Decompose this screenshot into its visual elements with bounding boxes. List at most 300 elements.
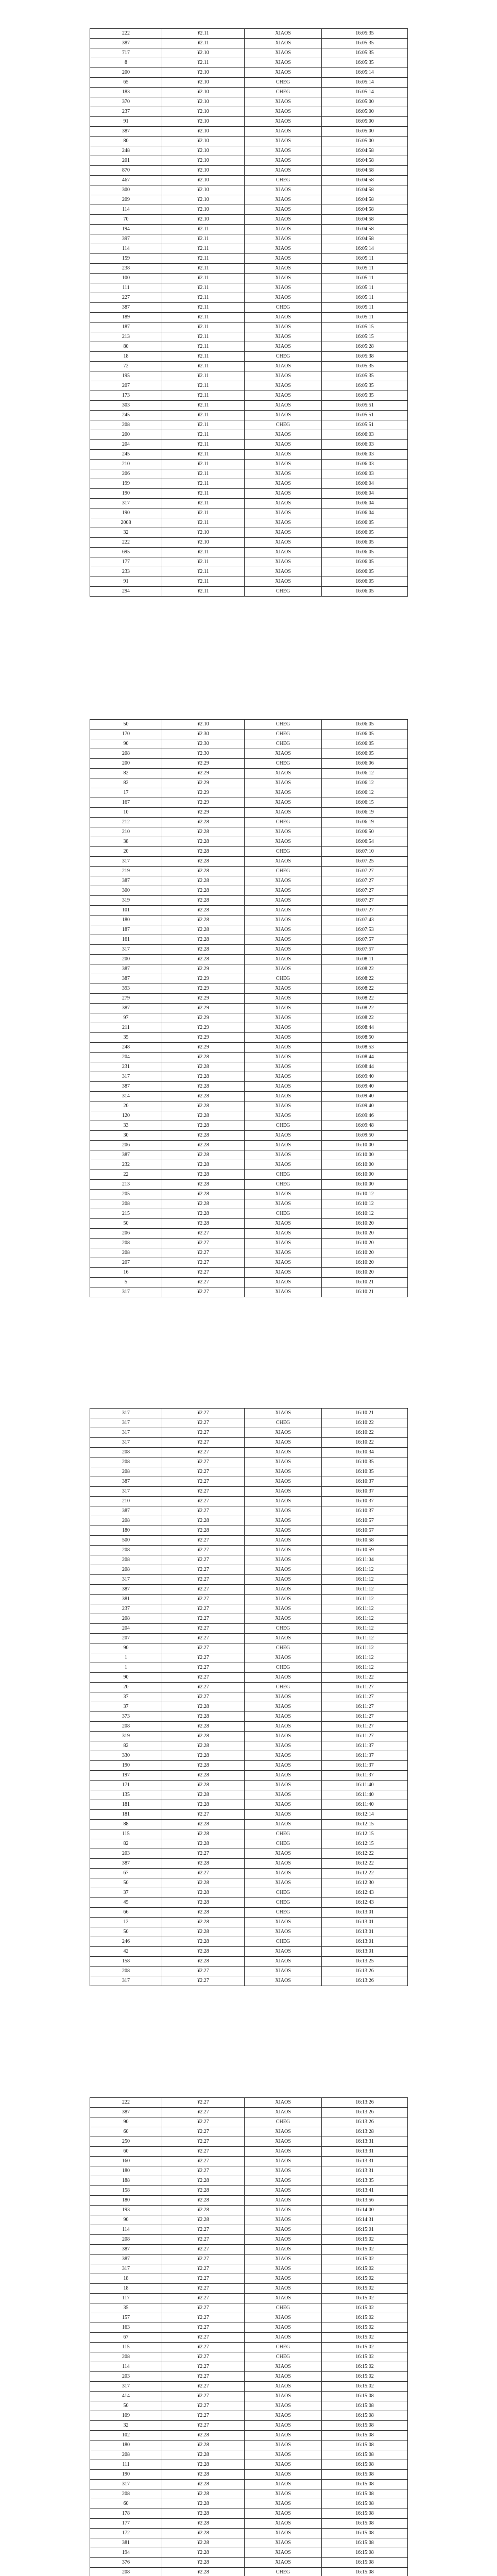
price-cell: ¥2.28 (162, 1800, 245, 1810)
volume-cell: 100 (90, 274, 162, 283)
trader-cell: XIAOS (245, 215, 322, 225)
price-cell: ¥2.27 (162, 1239, 245, 1248)
trader-cell: XIAOS (245, 381, 322, 391)
time-cell: 16:05:11 (322, 254, 408, 264)
trader-cell: XIAOS (245, 1849, 322, 1859)
price-cell: ¥2.28 (162, 876, 245, 886)
trader-cell: CHEG (245, 1663, 322, 1673)
trader-cell: XIAOS (245, 450, 322, 460)
trader-cell: XIAOS (245, 2460, 322, 2470)
table-row (90, 2127, 408, 2137)
price-cell: ¥2.28 (162, 1898, 245, 1908)
table-row (90, 1673, 408, 1683)
price-cell: ¥2.27 (162, 1634, 245, 1643)
volume-cell: 135 (90, 1790, 162, 1800)
volume-cell: 245 (90, 411, 162, 420)
trader-cell: XIAOS (245, 1092, 322, 1101)
time-cell: 16:10:22 (322, 1438, 408, 1448)
trader-cell: XIAOS (245, 411, 322, 420)
volume-cell: 114 (90, 2225, 162, 2235)
volume-cell: 18 (90, 2274, 162, 2284)
trader-cell: XIAOS (245, 2206, 322, 2215)
volume-cell: 42 (90, 1947, 162, 1957)
table-row (90, 1839, 408, 1849)
volume-cell: 250 (90, 2137, 162, 2147)
price-cell: ¥2.10 (162, 146, 245, 156)
price-cell: ¥2.27 (162, 1506, 245, 1516)
time-cell: 16:05:11 (322, 274, 408, 283)
volume-cell: 200 (90, 68, 162, 78)
trader-cell: XIAOS (245, 313, 322, 323)
table-row (90, 955, 408, 964)
table-row (90, 749, 408, 759)
trader-cell: XIAOS (245, 1771, 322, 1781)
price-cell: ¥2.10 (162, 166, 245, 176)
trade-table-2 (90, 719, 408, 1297)
table-row (90, 1101, 408, 1111)
volume-cell: 161 (90, 935, 162, 945)
time-cell: 16:10:12 (322, 1190, 408, 1199)
time-cell: 16:05:11 (322, 283, 408, 293)
table-row (90, 127, 408, 137)
price-cell: ¥2.27 (162, 1467, 245, 1477)
time-cell: 16:10:35 (322, 1467, 408, 1477)
price-cell: ¥2.27 (162, 2225, 245, 2235)
trader-cell: CHEG (245, 2343, 322, 2352)
price-cell: ¥2.28 (162, 857, 245, 867)
price-cell: ¥2.27 (162, 2421, 245, 2431)
volume-cell: 1 (90, 1663, 162, 1673)
time-cell: 16:09:40 (322, 1101, 408, 1111)
time-cell: 16:05:11 (322, 293, 408, 303)
table-row (90, 1438, 408, 1448)
volume-cell: 208 (90, 1722, 162, 1732)
volume-cell: 37 (90, 1692, 162, 1702)
volume-cell: 199 (90, 479, 162, 489)
trader-cell: XIAOS (245, 117, 322, 127)
volume-cell: 317 (90, 1575, 162, 1585)
trader-cell: CHEG (245, 352, 322, 362)
trade-table-body (90, 1409, 408, 1986)
trader-cell: XIAOS (245, 127, 322, 137)
trader-cell: XIAOS (245, 1448, 322, 1458)
table-row (90, 137, 408, 146)
time-cell: 16:12:22 (322, 1869, 408, 1878)
volume-cell: 72 (90, 362, 162, 371)
time-cell: 16:11:37 (322, 1741, 408, 1751)
volume-cell: 20 (90, 1101, 162, 1111)
table-row (90, 1160, 408, 1170)
trader-cell: XIAOS (245, 945, 322, 955)
volume-cell: 67 (90, 2333, 162, 2343)
volume-cell: 317 (90, 2382, 162, 2392)
trader-cell: XIAOS (245, 391, 322, 401)
price-cell: ¥2.10 (162, 185, 245, 195)
volume-cell: 114 (90, 2362, 162, 2372)
price-cell: ¥2.28 (162, 1741, 245, 1751)
table-row (90, 867, 408, 876)
trader-cell: CHEG (245, 730, 322, 739)
trader-cell: XIAOS (245, 2499, 322, 2509)
time-cell: 16:06:05 (322, 730, 408, 739)
table-row (90, 2548, 408, 2558)
trader-cell: XIAOS (245, 293, 322, 303)
volume-cell: 207 (90, 381, 162, 391)
price-cell: ¥2.27 (162, 2313, 245, 2323)
price-cell: ¥2.29 (162, 788, 245, 798)
volume-cell: 20 (90, 1683, 162, 1692)
table-row (90, 420, 408, 430)
volume-cell: 500 (90, 1536, 162, 1546)
volume-cell: 65 (90, 78, 162, 88)
trader-cell: XIAOS (245, 1043, 322, 1053)
price-cell: ¥2.27 (162, 1418, 245, 1428)
volume-cell: 206 (90, 1141, 162, 1150)
table-row (90, 2470, 408, 2480)
trader-cell: XIAOS (245, 1712, 322, 1722)
price-cell: ¥2.27 (162, 1869, 245, 1878)
trader-cell: XIAOS (245, 1702, 322, 1712)
time-cell: 16:11:12 (322, 1565, 408, 1575)
volume-cell: 20 (90, 847, 162, 857)
table-row (90, 2117, 408, 2127)
trader-cell: XIAOS (245, 2548, 322, 2558)
table-row (90, 234, 408, 244)
trader-cell: XIAOS (245, 1526, 322, 1536)
time-cell: 16:05:35 (322, 362, 408, 371)
trader-cell: CHEG (245, 1624, 322, 1634)
time-cell: 16:08:11 (322, 955, 408, 964)
trader-cell: XIAOS (245, 156, 322, 166)
table-row (90, 1278, 408, 1287)
time-cell: 16:13:01 (322, 1927, 408, 1937)
time-cell: 16:07:27 (322, 906, 408, 916)
volume-cell: 33 (90, 1121, 162, 1131)
volume-cell: 208 (90, 1248, 162, 1258)
table-row (90, 1141, 408, 1150)
time-cell: 16:06:03 (322, 460, 408, 469)
time-cell: 16:04:58 (322, 195, 408, 205)
trader-cell: XIAOS (245, 798, 322, 808)
table-row (90, 798, 408, 808)
time-cell: 16:15:02 (322, 2372, 408, 2382)
trader-cell: XIAOS (245, 2480, 322, 2489)
trader-cell: XIAOS (245, 1458, 322, 1467)
table-row (90, 2303, 408, 2313)
time-cell: 16:06:05 (322, 720, 408, 730)
table-row (90, 2264, 408, 2274)
trader-cell: XIAOS (245, 2215, 322, 2225)
price-cell: ¥2.27 (162, 1268, 245, 1278)
price-cell: ¥2.10 (162, 176, 245, 185)
trader-cell: XIAOS (245, 254, 322, 264)
time-cell: 16:05:11 (322, 303, 408, 313)
price-cell: ¥2.28 (162, 1829, 245, 1839)
trader-cell: XIAOS (245, 440, 322, 450)
time-cell: 16:15:02 (322, 2333, 408, 2343)
volume-cell: 180 (90, 2166, 162, 2176)
time-cell: 16:10:22 (322, 1428, 408, 1438)
trader-cell: CHEG (245, 847, 322, 857)
volume-cell: 245 (90, 450, 162, 460)
time-cell: 16:12:30 (322, 1878, 408, 1888)
price-cell: ¥2.28 (162, 1219, 245, 1229)
trader-cell: XIAOS (245, 1053, 322, 1062)
time-cell: 16:12:22 (322, 1849, 408, 1859)
table-row (90, 528, 408, 538)
time-cell: 16:06:05 (322, 567, 408, 577)
volume-cell: 181 (90, 1800, 162, 1810)
time-cell: 16:15:02 (322, 2313, 408, 2323)
trader-cell: XIAOS (245, 2372, 322, 2382)
volume-cell: 387 (90, 1004, 162, 1013)
time-cell: 16:10:12 (322, 1199, 408, 1209)
time-cell: 16:14:31 (322, 2215, 408, 2225)
time-cell: 16:05:35 (322, 381, 408, 391)
table-row (90, 1150, 408, 1160)
volume-cell: 208 (90, 1565, 162, 1575)
time-cell: 16:06:12 (322, 769, 408, 778)
table-row (90, 1209, 408, 1219)
volume-cell: 210 (90, 460, 162, 469)
trader-cell: XIAOS (245, 332, 322, 342)
volume-cell: 317 (90, 499, 162, 509)
table-row (90, 1526, 408, 1536)
volume-cell: 208 (90, 1516, 162, 1526)
trader-cell: CHEG (245, 720, 322, 730)
table-row (90, 58, 408, 68)
table-row (90, 1258, 408, 1268)
volume-cell: 387 (90, 127, 162, 137)
volume-cell: 414 (90, 2392, 162, 2401)
table-row (90, 1702, 408, 1712)
time-cell: 16:15:08 (322, 2460, 408, 2470)
table-row (90, 1033, 408, 1043)
price-cell: ¥2.28 (162, 1199, 245, 1209)
time-cell: 16:11:12 (322, 1595, 408, 1604)
price-cell: ¥2.28 (162, 1888, 245, 1898)
time-cell: 16:15:08 (322, 2529, 408, 2538)
volume-cell: 115 (90, 1829, 162, 1839)
trader-cell: XIAOS (245, 2137, 322, 2147)
volume-cell: 279 (90, 994, 162, 1004)
price-cell: ¥2.27 (162, 1663, 245, 1673)
volume-cell: 177 (90, 557, 162, 567)
time-cell: 16:10:00 (322, 1170, 408, 1180)
trader-cell: XIAOS (245, 1239, 322, 1248)
table-row (90, 479, 408, 489)
trader-cell: XIAOS (245, 479, 322, 489)
volume-cell: 387 (90, 1506, 162, 1516)
volume-cell: 171 (90, 1781, 162, 1790)
time-cell: 16:06:03 (322, 440, 408, 450)
volume-cell: 387 (90, 2255, 162, 2264)
table-row (90, 1268, 408, 1278)
trader-cell: XIAOS (245, 2450, 322, 2460)
price-cell: ¥2.28 (162, 1918, 245, 1927)
trader-cell: XIAOS (245, 2098, 322, 2108)
trader-cell: CHEG (245, 1888, 322, 1898)
price-cell: ¥2.29 (162, 1004, 245, 1013)
trader-cell: XIAOS (245, 984, 322, 994)
table-row (90, 39, 408, 48)
table-row (90, 1199, 408, 1209)
trader-cell: XIAOS (245, 2274, 322, 2284)
time-cell: 16:05:00 (322, 97, 408, 107)
table-row (90, 984, 408, 994)
table-row (90, 352, 408, 362)
price-cell: ¥2.29 (162, 759, 245, 769)
table-row (90, 391, 408, 401)
time-cell: 16:15:08 (322, 2411, 408, 2421)
price-cell: ¥2.27 (162, 1575, 245, 1585)
price-cell: ¥2.28 (162, 2509, 245, 2519)
price-cell: ¥2.27 (162, 2098, 245, 2108)
volume-cell: 208 (90, 749, 162, 759)
time-cell: 16:10:20 (322, 1268, 408, 1278)
table-row (90, 935, 408, 945)
table-row (90, 964, 408, 974)
trader-cell: XIAOS (245, 1160, 322, 1170)
trader-cell: XIAOS (245, 1219, 322, 1229)
trader-cell: XIAOS (245, 1072, 322, 1082)
table-row (90, 323, 408, 332)
table-row (90, 759, 408, 769)
trader-cell: XIAOS (245, 1516, 322, 1526)
price-cell: ¥2.28 (162, 2548, 245, 2558)
price-cell: ¥2.28 (162, 1053, 245, 1062)
volume-cell: 207 (90, 1258, 162, 1268)
volume-cell: 91 (90, 577, 162, 587)
price-cell: ¥2.28 (162, 1712, 245, 1722)
trader-cell: XIAOS (245, 1800, 322, 1810)
volume-cell: 70 (90, 215, 162, 225)
volume-cell: 88 (90, 1820, 162, 1829)
trader-cell: XIAOS (245, 2225, 322, 2235)
table-row (90, 29, 408, 39)
price-cell: ¥2.28 (162, 1082, 245, 1092)
volume-cell: 695 (90, 548, 162, 557)
table-row (90, 2255, 408, 2264)
table-row (90, 117, 408, 127)
table-row (90, 2568, 408, 2576)
trader-cell: XIAOS (245, 1229, 322, 1239)
trader-cell: XIAOS (245, 2519, 322, 2529)
trader-cell: XIAOS (245, 460, 322, 469)
volume-cell: 233 (90, 567, 162, 577)
price-cell: ¥2.29 (162, 1043, 245, 1053)
volume-cell: 208 (90, 2235, 162, 2245)
time-cell: 16:09:40 (322, 1092, 408, 1101)
table-row (90, 215, 408, 225)
price-cell: ¥2.11 (162, 234, 245, 244)
price-cell: ¥2.28 (162, 1722, 245, 1732)
table-row (90, 548, 408, 557)
table-row (90, 1614, 408, 1624)
time-cell: 16:08:53 (322, 1043, 408, 1053)
time-cell: 16:05:00 (322, 127, 408, 137)
table-row (90, 1604, 408, 1614)
trader-cell: XIAOS (245, 1062, 322, 1072)
table-row (90, 332, 408, 342)
volume-cell: 200 (90, 955, 162, 964)
price-cell: ¥2.10 (162, 720, 245, 730)
time-cell: 16:10:58 (322, 1536, 408, 1546)
trader-cell: XIAOS (245, 48, 322, 58)
volume-cell: 237 (90, 107, 162, 117)
time-cell: 16:04:58 (322, 185, 408, 195)
trader-cell: XIAOS (245, 58, 322, 68)
volume-cell: 370 (90, 97, 162, 107)
table-row (90, 1190, 408, 1199)
volume-cell: 387 (90, 303, 162, 313)
time-cell: 16:08:22 (322, 1013, 408, 1023)
price-cell: ¥2.28 (162, 1761, 245, 1771)
volume-cell: 97 (90, 1013, 162, 1023)
volume-cell: 317 (90, 1487, 162, 1497)
volume-cell: 30 (90, 1131, 162, 1141)
volume-cell: 206 (90, 469, 162, 479)
time-cell: 16:13:28 (322, 2127, 408, 2137)
price-cell: ¥2.10 (162, 137, 245, 146)
trader-cell: XIAOS (245, 2558, 322, 2568)
price-cell: ¥2.27 (162, 2108, 245, 2117)
price-cell: ¥2.27 (162, 1458, 245, 1467)
volume-cell: 90 (90, 1643, 162, 1653)
price-cell: ¥2.27 (162, 2284, 245, 2294)
table-row (90, 788, 408, 798)
trader-cell: XIAOS (245, 1614, 322, 1624)
price-cell: ¥2.10 (162, 127, 245, 137)
table-row (90, 2147, 408, 2157)
trader-cell: XIAOS (245, 283, 322, 293)
time-cell: 16:13:01 (322, 1908, 408, 1918)
table-row (90, 2098, 408, 2108)
volume-cell: 190 (90, 2470, 162, 2480)
price-cell: ¥2.11 (162, 332, 245, 342)
trader-cell: XIAOS (245, 749, 322, 759)
time-cell: 16:06:06 (322, 759, 408, 769)
trade-table-body (90, 29, 408, 597)
trader-cell: XIAOS (245, 2157, 322, 2166)
volume-cell: 187 (90, 323, 162, 332)
price-cell: ¥2.27 (162, 1683, 245, 1692)
price-cell: ¥2.11 (162, 342, 245, 352)
price-cell: ¥2.28 (162, 1908, 245, 1918)
trader-cell: XIAOS (245, 137, 322, 146)
price-cell: ¥2.11 (162, 274, 245, 283)
price-cell: ¥2.28 (162, 2206, 245, 2215)
trader-cell: CHEG (245, 1643, 322, 1653)
price-cell: ¥2.28 (162, 1170, 245, 1180)
trader-cell: XIAOS (245, 1575, 322, 1585)
trader-cell: CHEG (245, 759, 322, 769)
trader-cell: XIAOS (245, 2431, 322, 2441)
time-cell: 16:10:00 (322, 1160, 408, 1170)
volume-cell: 208 (90, 2489, 162, 2499)
trader-cell: CHEG (245, 1180, 322, 1190)
trader-cell: CHEG (245, 2352, 322, 2362)
table-row (90, 303, 408, 313)
volume-cell: 180 (90, 916, 162, 925)
volume-cell: 190 (90, 509, 162, 518)
table-row (90, 1287, 408, 1297)
volume-cell: 82 (90, 1839, 162, 1849)
trader-cell: XIAOS (245, 401, 322, 411)
price-cell: ¥2.11 (162, 254, 245, 264)
trader-cell: XIAOS (245, 1634, 322, 1643)
price-cell: ¥2.10 (162, 88, 245, 97)
